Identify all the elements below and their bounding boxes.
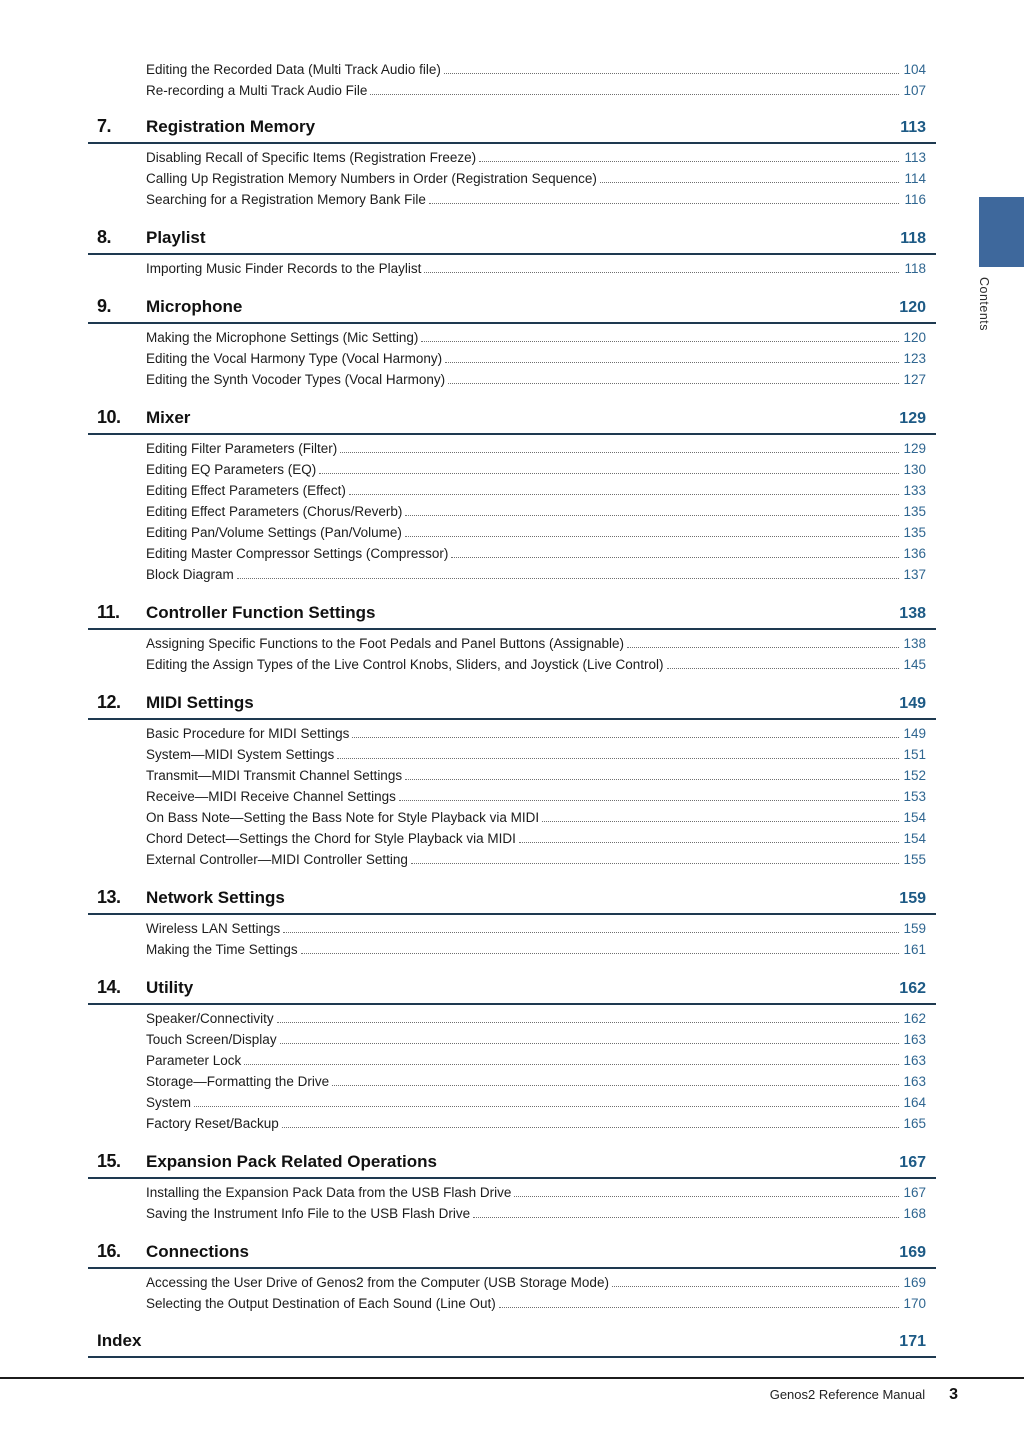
- toc-item: [146, 171, 926, 192]
- toc-item-page-number: 159: [903, 921, 926, 936]
- toc-section: [97, 224, 926, 284]
- toc-section: [97, 974, 926, 1139]
- toc-item-page-number: 164: [903, 1095, 926, 1110]
- toc-item-label: External Controller—MIDI Controller Setting: [146, 852, 408, 867]
- toc-item-label: On Bass Note—Setting the Bass Note for Style Playback via MIDI: [146, 810, 540, 825]
- chapter-items: [97, 435, 926, 590]
- toc-item-page-number: 135: [903, 525, 926, 540]
- toc-item-page-number: 116: [904, 192, 926, 207]
- toc-item-page-number: 152: [903, 768, 926, 783]
- chapter-page-number: 138: [899, 605, 926, 622]
- chapter-number: 16.: [97, 1241, 121, 1261]
- toc-item-label: Making the Microphone Settings (Mic Setting): [146, 330, 419, 345]
- chapter-heading: [88, 1238, 936, 1269]
- chapter-title: Playlist: [146, 228, 206, 247]
- dotted-leader: [405, 515, 899, 516]
- toc-item: [146, 351, 926, 372]
- page-footer: [770, 1386, 958, 1404]
- toc-content: [97, 62, 926, 1358]
- toc-sections: [97, 113, 926, 1358]
- toc-item-label: System—MIDI System Settings: [146, 747, 335, 762]
- dotted-leader: [473, 1217, 899, 1218]
- toc-item-page-number: 136: [903, 546, 926, 561]
- toc-item-page-number: 137: [903, 567, 926, 582]
- chapter-items: [97, 324, 926, 395]
- toc-item-page-number: 104: [903, 62, 926, 77]
- toc-item-page-number: 130: [903, 462, 926, 477]
- toc-item: [146, 546, 926, 567]
- chapter-page-number: 171: [899, 1333, 926, 1350]
- dotted-leader: [399, 800, 899, 801]
- toc-item-page-number: 114: [904, 171, 926, 186]
- dotted-leader: [301, 953, 899, 954]
- toc-item-page-number: 118: [904, 261, 926, 276]
- toc-item-page-number: 151: [903, 747, 926, 762]
- toc-item: [146, 1206, 926, 1227]
- chapter-page-number: 149: [899, 695, 926, 712]
- contents-tab-marker: [979, 197, 1024, 267]
- toc-item-page-number: 138: [903, 636, 926, 651]
- toc-item: [146, 261, 926, 282]
- toc-item-label: Disabling Recall of Specific Items (Registration Freeze): [146, 150, 477, 165]
- footer-manual-title: Genos2 Reference Manual: [769, 1387, 926, 1402]
- toc-item: [146, 525, 926, 546]
- dotted-leader: [479, 161, 899, 162]
- toc-item: [146, 1095, 926, 1116]
- toc-item-label: Installing the Expansion Pack Data from the USB Flash Drive: [146, 1185, 512, 1200]
- chapter-items: [97, 1005, 926, 1139]
- chapter-heading: [88, 1148, 936, 1179]
- toc-item-page-number: 170: [903, 1296, 926, 1311]
- toc-item-page-number: 154: [903, 831, 926, 846]
- toc-item-label: Assigning Specific Functions to the Foot Pedals and Panel Buttons (Assignable): [146, 636, 625, 651]
- chapter-title: Microphone: [146, 297, 243, 316]
- dotted-leader: [337, 758, 899, 759]
- toc-item-page-number: 113: [904, 150, 926, 165]
- chapter-heading: [88, 884, 936, 915]
- dotted-leader: [237, 578, 899, 579]
- toc-item-label: Receive—MIDI Receive Channel Settings: [146, 789, 396, 804]
- toc-item: [146, 1116, 926, 1137]
- toc-section: [97, 1148, 926, 1229]
- chapter-number: 8.: [97, 227, 112, 247]
- chapter-page-number: 162: [899, 980, 926, 997]
- toc-item-page-number: 133: [903, 483, 926, 498]
- toc-section: [97, 404, 926, 590]
- toc-item-label: Factory Reset/Backup: [146, 1116, 279, 1131]
- toc-item-page-number: 165: [903, 1116, 926, 1131]
- toc-item-label: Block Diagram: [146, 567, 234, 582]
- chapter-items: [97, 255, 926, 284]
- chapter-heading: [88, 974, 936, 1005]
- chapter-title: Index: [97, 1331, 142, 1350]
- toc-item: [146, 504, 926, 525]
- toc-item-label: Editing Effect Parameters (Effect): [146, 483, 346, 498]
- toc-item-label: Storage—Formatting the Drive: [146, 1074, 330, 1089]
- toc-item: [146, 1275, 926, 1296]
- toc-item-page-number: 162: [903, 1011, 926, 1026]
- chapter-title: Expansion Pack Related Operations: [146, 1152, 437, 1171]
- toc-item-page-number: 154: [903, 810, 926, 825]
- dotted-leader: [332, 1085, 899, 1086]
- chapter-heading: [88, 689, 936, 720]
- toc-item-label: Chord Detect—Settings the Chord for Style Playback via MIDI: [146, 831, 516, 846]
- toc-item: [146, 1296, 926, 1317]
- toc-item-page-number: 163: [903, 1032, 926, 1047]
- toc-item: [146, 789, 926, 810]
- dotted-leader: [444, 73, 899, 74]
- chapter-page-number: 129: [899, 410, 926, 427]
- toc-item-page-number: 120: [903, 330, 926, 345]
- toc-item: [146, 483, 926, 504]
- toc-item-page-number: 163: [903, 1053, 926, 1068]
- toc-section: [97, 1238, 926, 1319]
- toc-item: [146, 921, 926, 942]
- toc-item-label: Saving the Instrument Info File to the USB Flash Drive: [146, 1206, 471, 1221]
- toc-item-label: Editing the Recorded Data (Multi Track Audio file): [146, 62, 441, 77]
- dotted-leader: [627, 647, 899, 648]
- toc-item: [146, 1032, 926, 1053]
- toc-item: [146, 441, 926, 462]
- chapter-number: 15.: [97, 1151, 121, 1171]
- dotted-leader: [612, 1286, 899, 1287]
- toc-item-page-number: 155: [903, 852, 926, 867]
- chapter-heading: [88, 224, 936, 255]
- toc-item-label: Editing Filter Parameters (Filter): [146, 441, 338, 456]
- toc-item: [146, 1053, 926, 1074]
- toc-item-label: Accessing the User Drive of Genos2 from the Computer (USB Storage Mode): [146, 1275, 609, 1290]
- footer-page-number: 3: [949, 1386, 958, 1403]
- toc-item: [97, 62, 926, 83]
- toc-item-label: Parameter Lock: [146, 1053, 242, 1068]
- chapter-page-number: 167: [899, 1154, 926, 1171]
- chapter-title: Controller Function Settings: [146, 603, 376, 622]
- toc-item-label: Making the Time Settings: [146, 942, 298, 957]
- dotted-leader: [340, 452, 899, 453]
- toc-item-label: Basic Procedure for MIDI Settings: [146, 726, 350, 741]
- toc-item-label: Editing Effect Parameters (Chorus/Reverb): [146, 504, 403, 519]
- chapter-items: [97, 915, 926, 965]
- chapter-page-number: 169: [899, 1244, 926, 1261]
- chapter-number: 10.: [97, 407, 121, 427]
- toc-section: [97, 113, 926, 215]
- toc-item-label: Editing the Assign Types of the Live Control Knobs, Sliders, and Joystick (Live Control): [146, 657, 664, 672]
- toc-item: [146, 726, 926, 747]
- dotted-leader: [424, 272, 899, 273]
- toc-item: [146, 768, 926, 789]
- dotted-leader: [445, 362, 899, 363]
- toc-item-page-number: 163: [903, 1074, 926, 1089]
- dotted-leader: [194, 1106, 899, 1107]
- toc-item-label: Transmit—MIDI Transmit Channel Settings: [146, 768, 403, 783]
- contents-tab-label: Contents: [977, 277, 991, 332]
- chapter-title: MIDI Settings: [146, 693, 254, 712]
- toc-section: [97, 1328, 926, 1358]
- dotted-leader: [349, 494, 899, 495]
- toc-item: [146, 636, 926, 657]
- chapter-number: 11.: [97, 602, 120, 622]
- dotted-leader: [429, 203, 899, 204]
- toc-item-page-number: 149: [903, 726, 926, 741]
- dotted-leader: [370, 94, 899, 95]
- toc-section: [97, 293, 926, 395]
- toc-item: [146, 852, 926, 873]
- toc-item-label: Importing Music Finder Records to the Playlist: [146, 261, 422, 276]
- toc-item: [146, 372, 926, 393]
- chapter-items: [97, 144, 926, 215]
- toc-item-page-number: 167: [903, 1185, 926, 1200]
- toc-item: [146, 1074, 926, 1095]
- toc-item: [146, 1011, 926, 1032]
- toc-item-label: Editing Pan/Volume Settings (Pan/Volume): [146, 525, 402, 540]
- chapter-items: [97, 1269, 926, 1319]
- chapter-heading: [88, 1328, 936, 1358]
- toc-item: [146, 1185, 926, 1206]
- toc-item: [146, 810, 926, 831]
- dotted-leader: [283, 932, 899, 933]
- footer-rule: [0, 1377, 1024, 1379]
- toc-item-page-number: 107: [903, 83, 926, 98]
- toc-section: [97, 689, 926, 875]
- toc-item-label: Editing the Synth Vocoder Types (Vocal Harmony): [146, 372, 446, 387]
- dotted-leader: [600, 182, 899, 183]
- toc-item-label: Speaker/Connectivity: [146, 1011, 274, 1026]
- dotted-leader: [280, 1043, 899, 1044]
- chapter-title: Mixer: [146, 408, 191, 427]
- toc-item: [146, 150, 926, 171]
- chapter-heading: [88, 293, 936, 324]
- chapter-items: [97, 1179, 926, 1229]
- toc-item: [146, 462, 926, 483]
- toc-item-page-number: 127: [903, 372, 926, 387]
- dotted-leader: [542, 821, 899, 822]
- chapter-items: [97, 720, 926, 875]
- toc-item: [146, 192, 926, 213]
- toc-leading-items: [97, 62, 926, 104]
- toc-item-page-number: 153: [903, 789, 926, 804]
- toc-item-label: Selecting the Output Destination of Each Sound (Line Out): [146, 1296, 496, 1311]
- toc-item-label: Editing EQ Parameters (EQ): [146, 462, 317, 477]
- toc-item-label: Searching for a Registration Memory Bank File: [146, 192, 426, 207]
- toc-item-page-number: 123: [903, 351, 926, 366]
- toc-item-page-number: 169: [903, 1275, 926, 1290]
- chapter-title: Utility: [146, 978, 194, 997]
- toc-item: [146, 567, 926, 588]
- toc-item-page-number: 168: [903, 1206, 926, 1221]
- toc-item: [146, 942, 926, 963]
- dotted-leader: [667, 668, 899, 669]
- toc-item: [146, 831, 926, 852]
- chapter-page-number: 120: [899, 299, 926, 316]
- chapter-number: 12.: [97, 692, 121, 712]
- toc-item: [97, 83, 926, 104]
- chapter-page-number: 113: [900, 119, 926, 136]
- dotted-leader: [499, 1307, 899, 1308]
- toc-item: [146, 657, 926, 678]
- chapter-title: Network Settings: [146, 888, 285, 907]
- dotted-leader: [451, 557, 899, 558]
- chapter-heading: [88, 113, 936, 144]
- dotted-leader: [405, 779, 899, 780]
- toc-item-page-number: 135: [903, 504, 926, 519]
- dotted-leader: [282, 1127, 899, 1128]
- toc-item: [146, 747, 926, 768]
- chapter-items: [97, 630, 926, 680]
- chapter-number: 9.: [97, 296, 112, 316]
- dotted-leader: [352, 737, 899, 738]
- chapter-number: 13.: [97, 887, 121, 907]
- toc-section: [97, 599, 926, 680]
- toc-item-label: Wireless LAN Settings: [146, 921, 281, 936]
- chapter-number: 7.: [97, 116, 112, 136]
- toc-item-label: Touch Screen/Display: [146, 1032, 277, 1047]
- chapter-heading: [88, 599, 936, 630]
- dotted-leader: [405, 536, 899, 537]
- chapter-page-number: 118: [900, 230, 926, 247]
- chapter-title: Registration Memory: [146, 117, 316, 136]
- dotted-leader: [244, 1064, 899, 1065]
- chapter-title: Connections: [146, 1242, 249, 1261]
- toc-section: [97, 884, 926, 965]
- dotted-leader: [277, 1022, 899, 1023]
- dotted-leader: [411, 863, 899, 864]
- toc-item-label: Editing the Vocal Harmony Type (Vocal Harmony): [146, 351, 443, 366]
- toc-item: [146, 330, 926, 351]
- dotted-leader: [514, 1196, 899, 1197]
- chapter-heading: [88, 404, 936, 435]
- toc-item-page-number: 129: [903, 441, 926, 456]
- toc-item-label: Re-recording a Multi Track Audio File: [146, 83, 368, 98]
- chapter-page-number: 159: [899, 890, 926, 907]
- toc-item-page-number: 161: [903, 942, 926, 957]
- dotted-leader: [319, 473, 899, 474]
- dotted-leader: [519, 842, 899, 843]
- dotted-leader: [448, 383, 899, 384]
- toc-item-page-number: 145: [903, 657, 926, 672]
- dotted-leader: [421, 341, 899, 342]
- toc-item-label: System: [146, 1095, 192, 1110]
- chapter-number: 14.: [97, 977, 121, 997]
- toc-item-label: Editing Master Compressor Settings (Compressor): [146, 546, 449, 561]
- toc-item-label: Calling Up Registration Memory Numbers in Order (Registration Sequence): [146, 171, 597, 186]
